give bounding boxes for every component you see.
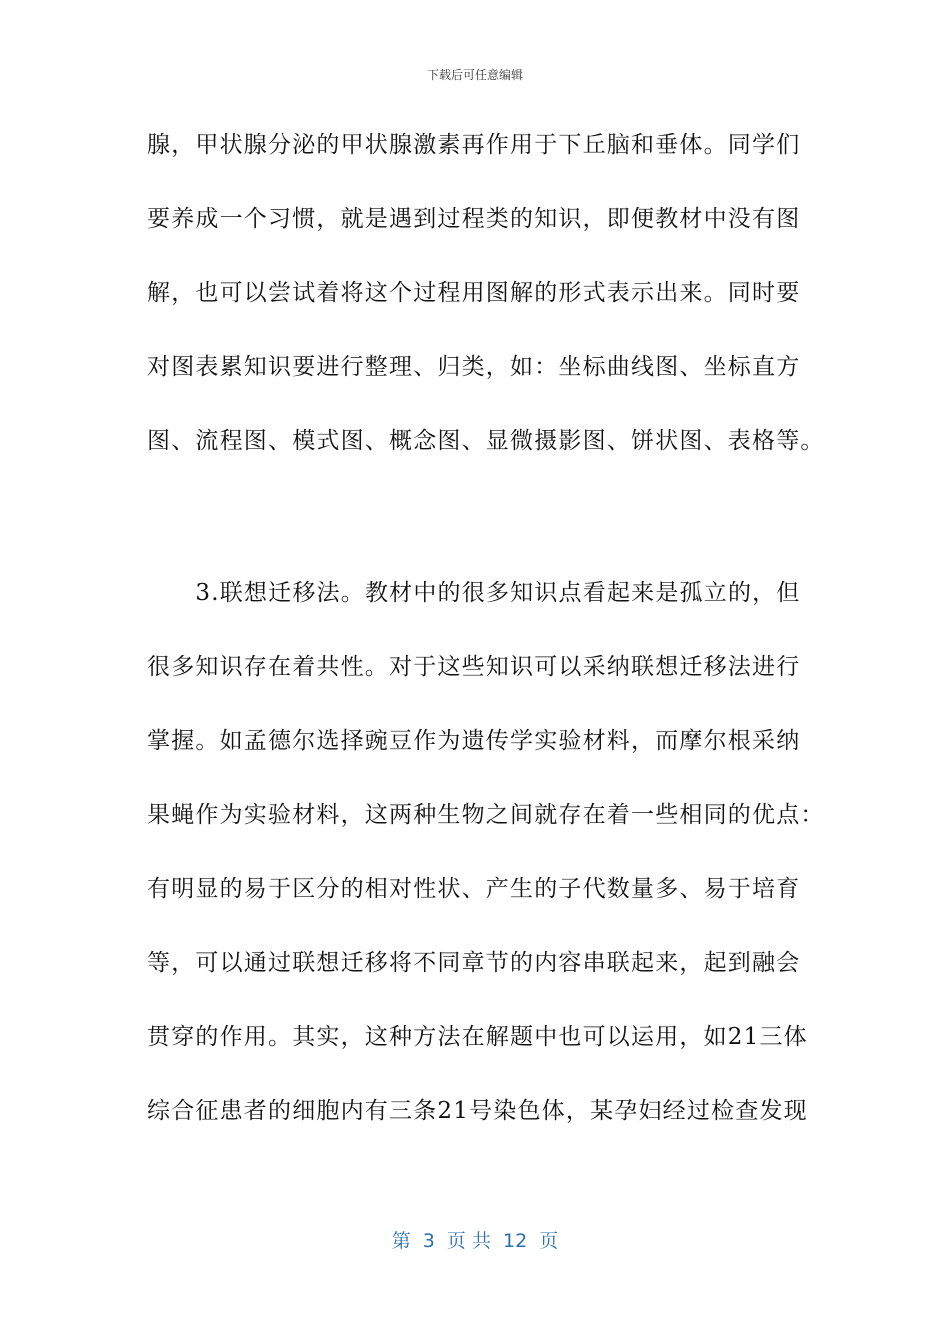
text-line: 果蝇作为实验材料，这两种生物之间就存在着一些相同的优点： — [147, 802, 825, 828]
text-line: 等，可以通过联想迁移将不同章节的内容串联起来，起到融会 — [147, 950, 801, 976]
page-number-footer: 第 3 页 共 12 页 — [391, 1230, 559, 1252]
text-line: 很多知识存在着共性。对于这些知识可以采纳联想迁移法进行 — [147, 654, 801, 680]
text-line: 解，也可以尝试着将这个过程用图解的形式表示出来。同时要 — [147, 280, 801, 306]
text-line: 有明显的易于区分的相对性状、产生的子代数量多、易于培育 — [147, 876, 801, 902]
text-line: 图、流程图、模式图、概念图、显微摄影图、饼状图、表格等。 — [147, 428, 825, 454]
page-header-note: 下载后可任意编辑 — [426, 68, 523, 82]
text-line: 贯穿的作用。其实，这种方法在解题中也可以运用，如21三体 — [147, 1024, 808, 1050]
text-line: 对图表累知识要进行整理、归类，如：坐标曲线图、坐标直方 — [147, 354, 801, 380]
paragraph-2 — [147, 556, 825, 1148]
text-line: 3.联想迁移法。教材中的很多知识点看起来是孤立的，但 — [147, 580, 801, 606]
text-line: 要养成一个习惯，就是遇到过程类的知识，即便教材中没有图 — [147, 206, 801, 232]
paragraph-1 — [147, 108, 825, 478]
text-line: 掌握。如孟德尔选择豌豆作为遗传学实验材料，而摩尔根采纳 — [147, 728, 801, 754]
text-line: 综合征患者的细胞内有三条21号染色体，某孕妇经过检查发现 — [147, 1098, 808, 1124]
text-line: 腺，甲状腺分泌的甲状腺激素再作用于下丘脑和垂体。同学们 — [147, 132, 801, 158]
